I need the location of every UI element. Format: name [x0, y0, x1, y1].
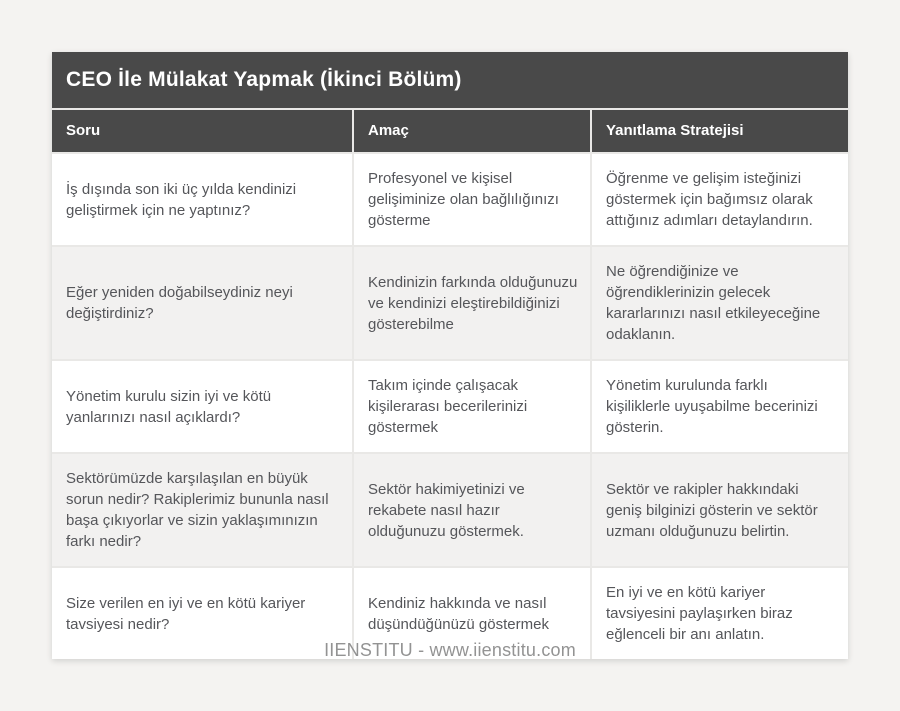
- interview-table: [52, 110, 848, 659]
- table-cell-amac: Sektör hakimiyetinizi ve rekabete nasıl hazır olduğunuzu göstermek.: [354, 454, 590, 566]
- table-cell-soru: Sektörümüzde karşılaşılan en büyük sorun nedir? Rakiplerimiz bununla nasıl başa çıkıyorlar ve sizin yaklaşımınızın farkı nedir?: [52, 454, 352, 566]
- column-header-amac: Amaç: [354, 110, 590, 152]
- table-cell-strateji: Yönetim kurulunda farklı kişiliklerle uyuşabilme becerinizi gösterin.: [592, 361, 848, 452]
- table-cell-amac: Kendiniz hakkında ve nasıl düşündüğünüzü göstermek: [354, 568, 590, 659]
- table-cell-amac: Kendinizin farkında olduğunuzu ve kendinizi eleştirebildiğinizi gösterebilme: [354, 247, 590, 359]
- table-cell-strateji: Öğrenme ve gelişim isteğinizi göstermek için bağımsız olarak attığınız adımları detaylandırın.: [592, 154, 848, 245]
- page-title: CEO İle Mülakat Yapmak (İkinci Bölüm): [52, 52, 848, 108]
- column-header-soru: Soru: [52, 110, 352, 152]
- table-cell-amac: Takım içinde çalışacak kişilerarası becerilerinizi göstermek: [354, 361, 590, 452]
- table-cell-soru: Eğer yeniden doğabilseydiniz neyi değiştirdiniz?: [52, 247, 352, 359]
- table-cell-strateji: En iyi ve en kötü kariyer tavsiyesini paylaşırken biraz eğlenceli bir anı anlatın.: [592, 568, 848, 659]
- table-cell-soru: Size verilen en iyi ve en kötü kariyer tavsiyesi nedir?: [52, 568, 352, 659]
- table-cell-strateji: Sektör ve rakipler hakkındaki geniş bilginizi gösterin ve sektör uzmanı olduğunuzu belirtin.: [592, 454, 848, 566]
- table-cell-soru: İş dışında son iki üç yılda kendinizi geliştirmek için ne yaptınız?: [52, 154, 352, 245]
- interview-table-card: [52, 52, 848, 659]
- column-header-yanitlama-stratejisi: Yanıtlama Stratejisi: [592, 110, 848, 152]
- table-cell-amac: Profesyonel ve kişisel gelişiminize olan bağlılığınızı gösterme: [354, 154, 590, 245]
- table-cell-soru: Yönetim kurulu sizin iyi ve kötü yanlarınızı nasıl açıklardı?: [52, 361, 352, 452]
- table-cell-strateji: Ne öğrendiğinize ve öğrendiklerinizin gelecek kararlarınızı nasıl etkileyeceğine odaklanın.: [592, 247, 848, 359]
- footer-credit: IIENSTITU - www.iienstitu.com: [324, 640, 576, 660]
